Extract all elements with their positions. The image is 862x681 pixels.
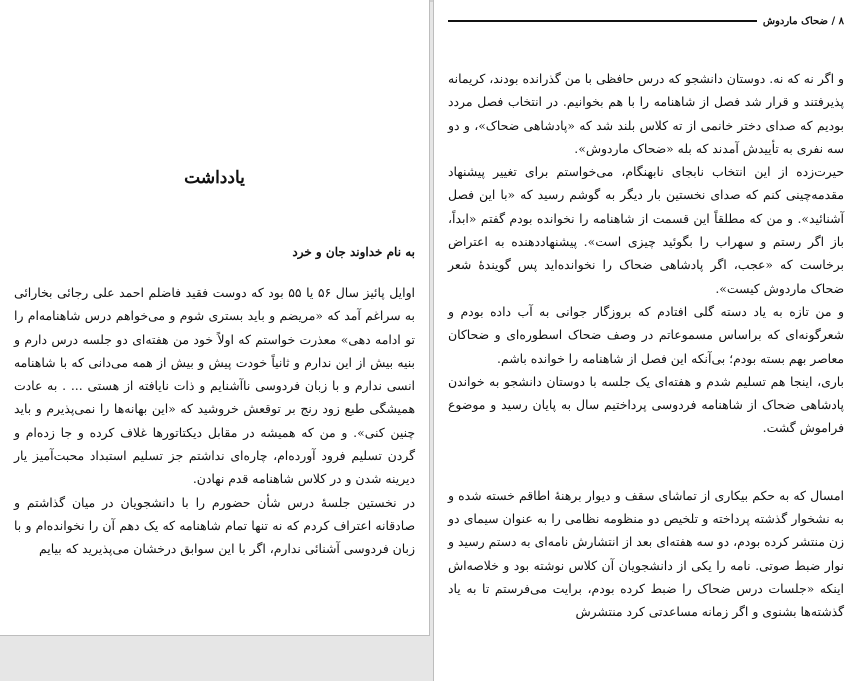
- left-body-text: [14, 281, 415, 561]
- right-page: [433, 0, 862, 681]
- dedication-line: به نام خداوند جان و خرد: [292, 245, 415, 259]
- paragraph-gap: [448, 440, 844, 484]
- right-body-text: [448, 67, 844, 624]
- paragraph: اوایل پائیز سال ۵۶ یا ۵۵ بود که دوست فقید فاضلم احمد علی رجائی بخارائی به سراغم آمد که «مریضم و باید بستری شوم و می‌خواهم درس شاهنامه‌ام را تو ادامه دهی» معذرت خواستم که اولاً خود من هفته‌ای دو جلسه درس دارم و بنیه بیش از این ندارم و ثانیاً خودت پیش و بیش از همه می‌دانی که با شاهنامه انسی ندارم و با زبان فردوسی ناآشنایم و ذات نایافته از هستی ... . به عادت همیشگی طبع زود رنج بر توقعش خروشید که «این بهانه‌ها را نمی‌پذیرم و باید چنین کنی». و من که همیشه در مقابل دیکتاتورها غلاف کرده و جا زده‌ام و گردن تسلیم فرود آورده‌ام، چاره‌ای نداشتم جز تسلیم استبداد محبت‌آمیز یار دیرینه شدن و در کلاس شاهنامه قدم نهادن.: [14, 285, 415, 487]
- paragraph: امسال که به حکم بیکاری از تماشای سقف و دیوار برهنهٔ اطاقم خسته شده و به نشخوار گذشته پرداخته و تلخیص دو منظومه نظامی را به عنوان سیمای دو زن منتشر کرده بودم، دو سه هفته‌ای بعد از انتشارش نامه‌ای به دستم رسید و نوار ضبط صوتی. نامه را یکی از دانشجویان آن کلاس نوشته بود و خلاصه‌اش اینکه «جلسات درس ضحاک را ضبط کرده بودم، برایت می‌فرستم تا به یاد گذشته‌ها بشنوی و اگر زمانه مساعدتی کرد منتشرش: [448, 487, 844, 620]
- left-page: [0, 0, 430, 636]
- paragraph: باری، اینجا هم تسلیم شدم و هفته‌ای یک جلسه با دوستان دانشجو به خواندن پادشاهی ضحاک از شاهنامه فردوسی پرداختیم سال به پایان رسید و موضوع فراموش گشت.: [448, 373, 844, 436]
- page-title: یادداشت: [184, 168, 245, 188]
- running-head: ۸ / ضحاک ماردوش: [762, 15, 844, 27]
- paragraph: در نخستین جلسهٔ درس شأن حضورم را با دانشجویان در میان گذاشتم و صادقانه اعتراف کردم که نه تنها تمام شاهنامه که یک دهم آن را نخوانده‌ام و با زبان فردوسی آشنائی ندارم، اگر با این سوابق درخشان می‌پذیرید که بیایم: [14, 494, 415, 557]
- page-header: [448, 12, 844, 30]
- paragraph: حیرت‌زده از این انتخاب نابجای نابهنگام، می‌خواستم برای تغییر پیشنهاد مقدمه‌چینی کنم که صدای نخستین بار دیگر به گوشم رسید که «با این فصل آشنائید». و من که مطلقاً این قسمت از شاهنامه را نخوانده بودم گفتم «ابداً، باز اگر رستم و سهراب را بگوئید چیزی است». پیشنهاددهنده به اعتراض برخاست که «عجب، اگر پادشاهی ضحاک را نخوانده‌اید پس گویندهٔ شعر ضحاک ماردوش کیست».: [448, 164, 844, 296]
- paragraph: و من تازه به یاد دسته گلی افتادم که بروزگار جوانی به آب داده بودم و شعرگونه‌ای که براساس مسموعاتم در وصف ضحاک اسطوره‌ای و ضحاکان معاصر بهم بسته بودم؛ بی‌آنکه این فصل از شاهنامه را خوانده باشم.: [448, 303, 844, 366]
- paragraph: و اگر نه که نه. دوستان دانشجو که درس حافظی با من گذرانده بودند، کریمانه پذیرفتند و قرار شد فصل از شاهنامه را با هم بخوانیم. در انتخاب فصل مردد بودیم که صدای دختر خانمی از ته کلاس بلند شد که «پادشاهی ضحاک»، و دو سه نفری به تأییدش آمدند که بله «ضحاک ماردوش».: [448, 71, 844, 156]
- header-rule: [448, 20, 757, 22]
